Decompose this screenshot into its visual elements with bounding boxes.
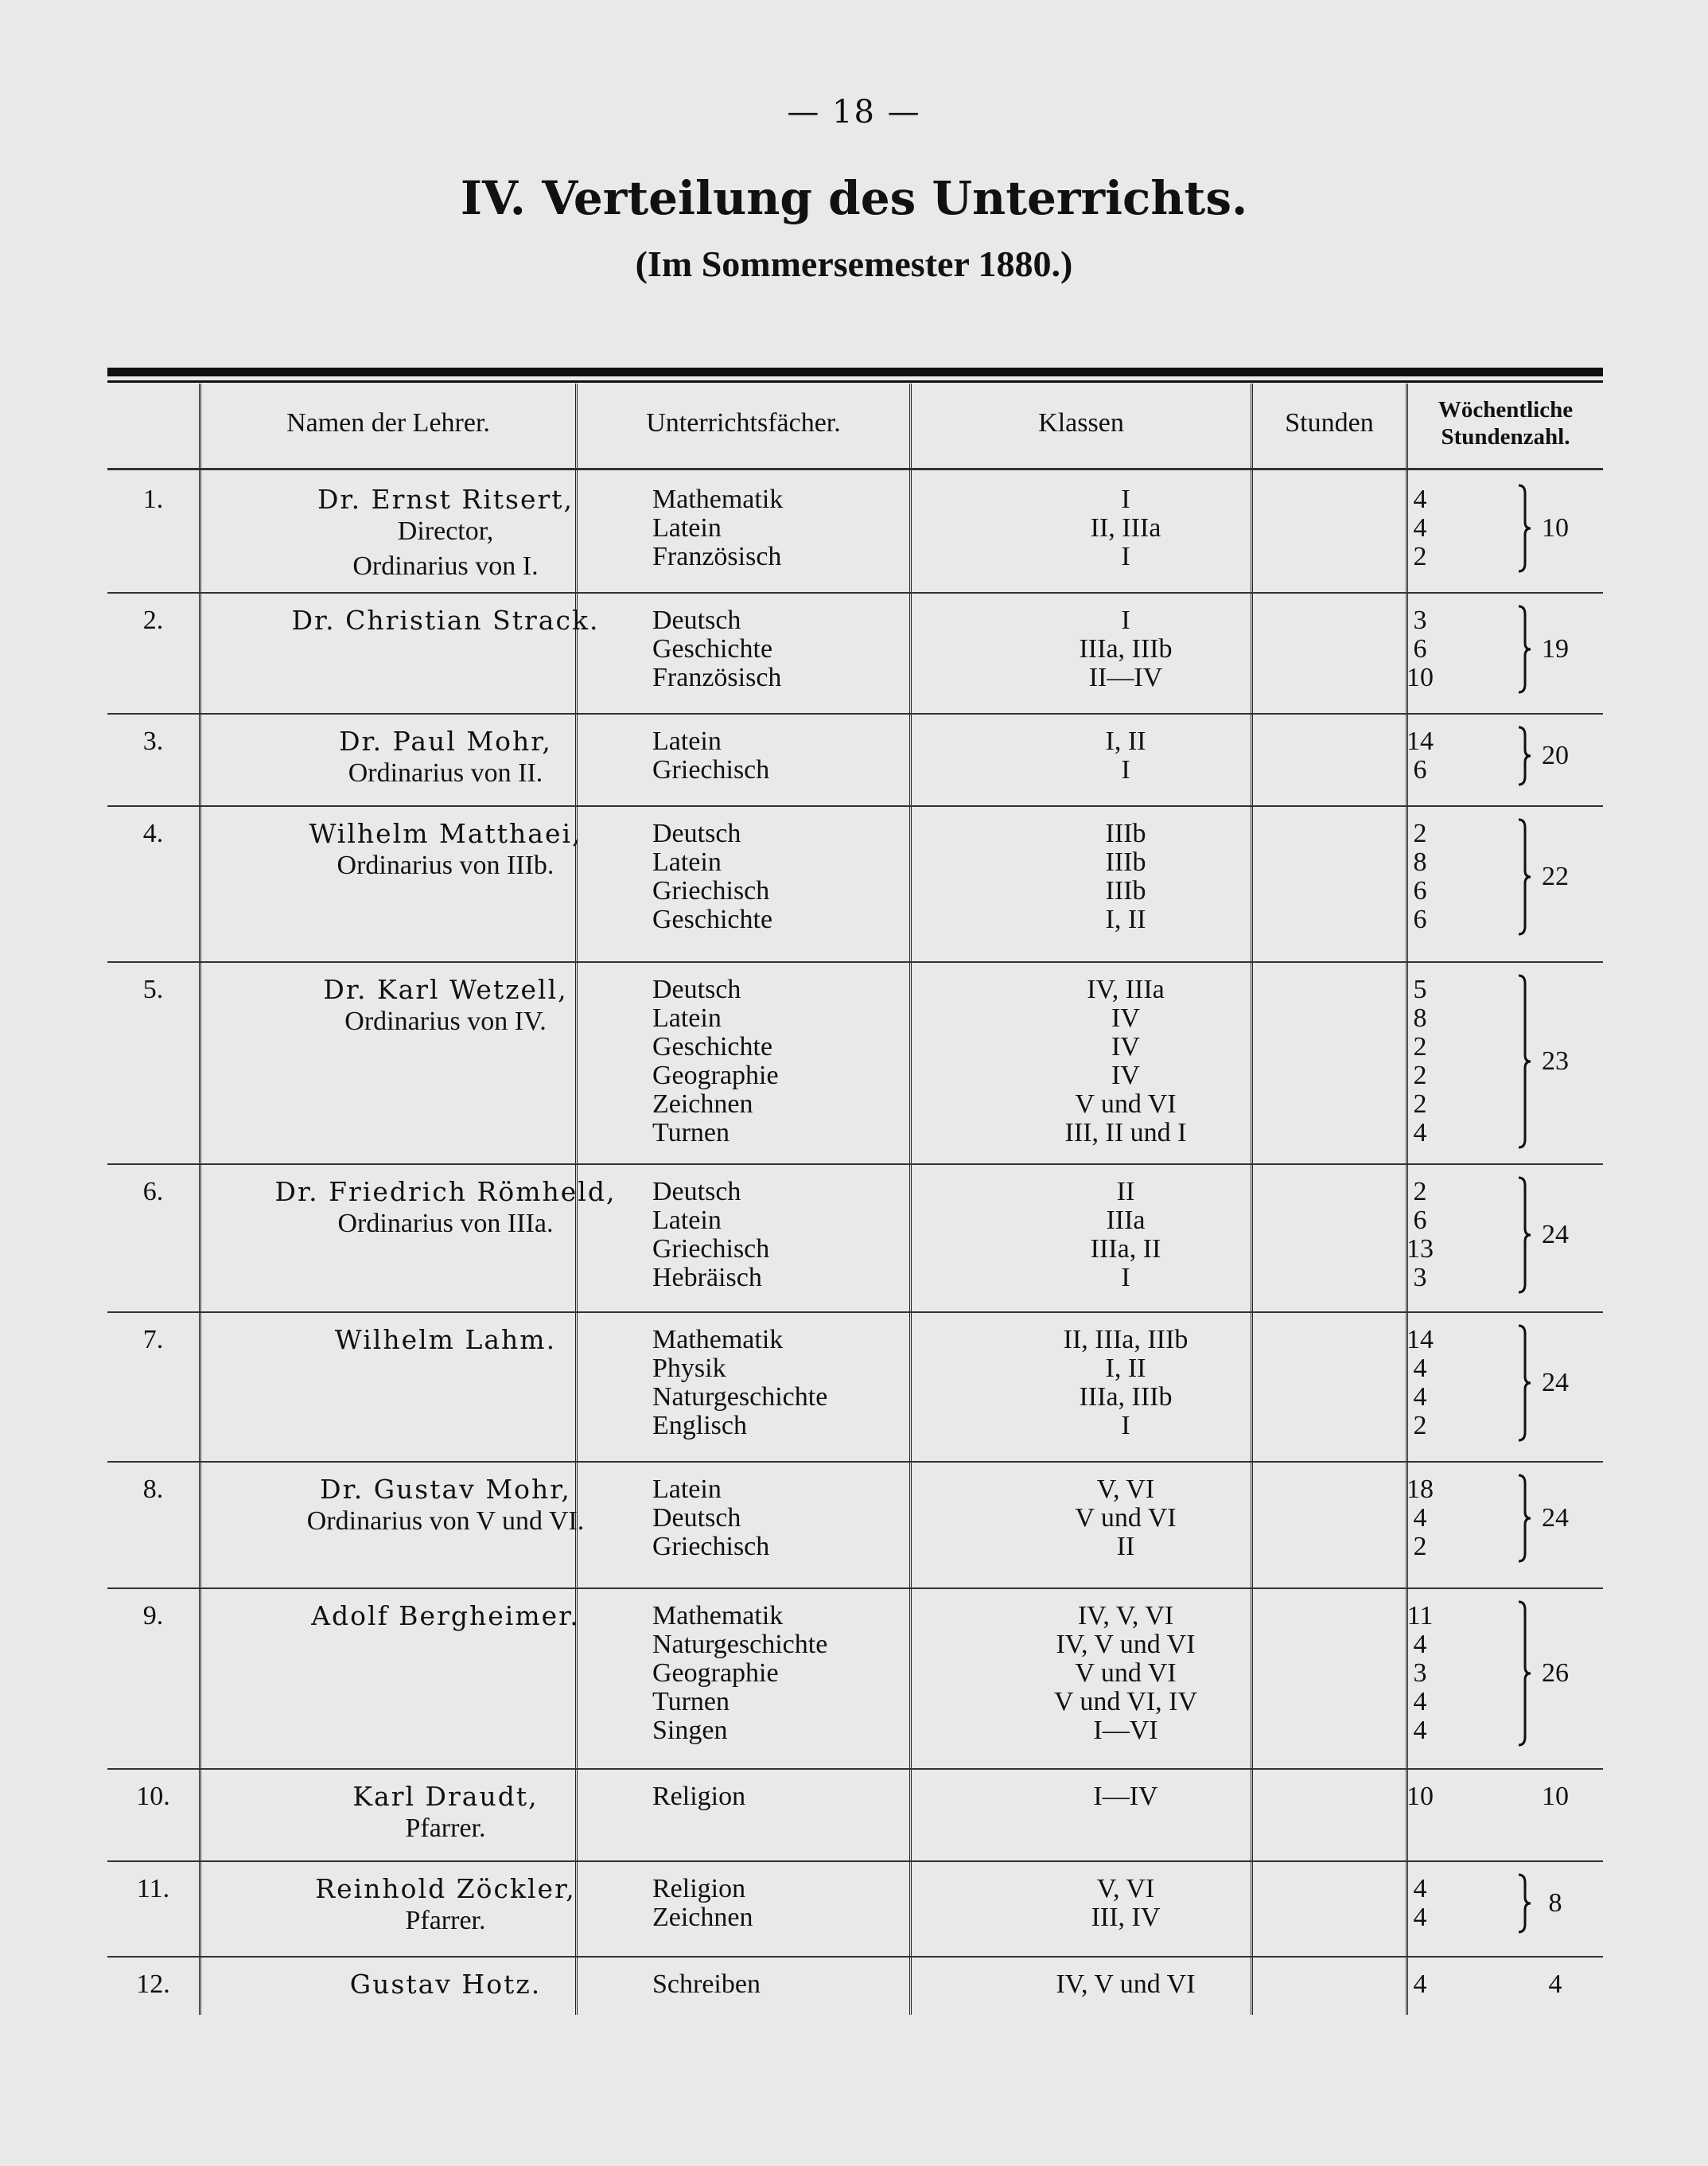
weekly-hours-total: 22 <box>1542 862 1569 891</box>
hours-entry: 2 <box>1413 819 1427 848</box>
hours-cell <box>1340 1602 1500 1745</box>
row-number: 4. <box>142 819 164 848</box>
hours-entry: 14 <box>1406 1325 1434 1354</box>
teacher-name: Dr. Ernst Ritsert, <box>317 484 574 515</box>
hours-entry: 14 <box>1406 727 1434 756</box>
class-entry: III, IV <box>1091 1903 1161 1932</box>
table-row <box>107 713 1603 805</box>
hours-cell <box>1340 976 1500 1147</box>
table-row <box>107 1587 1603 1768</box>
class-entry: V und VI <box>1075 1658 1177 1688</box>
hours-entry: 13 <box>1406 1234 1434 1264</box>
teacher-name: Dr. Christian Strack. <box>291 605 600 636</box>
subject-entry: Latein <box>652 513 722 543</box>
table-row <box>107 1461 1603 1587</box>
class-entry: I, II <box>1105 1354 1146 1383</box>
class-entry: IV, V und VI <box>1056 1630 1196 1659</box>
subject-entry: Naturgeschichte <box>652 1382 828 1412</box>
hours-entry: 6 <box>1413 905 1427 934</box>
subject-entry: Zeichnen <box>652 1089 753 1119</box>
hours-entry: 2 <box>1413 1177 1427 1206</box>
teacher-name: Wilhelm Matthaei, <box>309 818 582 849</box>
hours-entry: 4 <box>1413 1874 1427 1903</box>
subject-entry: Französisch <box>652 542 782 571</box>
class-entry: V, VI <box>1096 1475 1155 1504</box>
hours-entry: 3 <box>1413 606 1427 635</box>
table-row <box>107 471 1603 592</box>
subject-entry: Religion <box>652 1874 746 1903</box>
header-weekly-line1: Wöchentliche <box>1438 397 1574 423</box>
class-entry: II, IIIa <box>1090 513 1161 543</box>
subject-entry: Geschichte <box>652 905 773 934</box>
hours-entry: 4 <box>1413 1687 1427 1716</box>
header-hours: Stunden <box>1285 408 1374 438</box>
teacher-role: Director, <box>397 516 494 546</box>
class-entry: V und VI, IV <box>1053 1687 1198 1716</box>
hours-entry: 3 <box>1413 1263 1427 1292</box>
hours-cell <box>1340 820 1500 934</box>
row-number: 6. <box>142 1177 164 1206</box>
teacher-name: Karl Draudt, <box>352 1781 539 1812</box>
hours-entry: 6 <box>1413 1206 1427 1235</box>
teacher-cell <box>207 1326 684 1354</box>
header-weekly-hours <box>1408 384 1603 463</box>
subject-entry: Religion <box>652 1782 746 1811</box>
class-entry: V und VI <box>1075 1089 1177 1119</box>
weekly-hours-total: 19 <box>1542 634 1569 664</box>
class-entry: V, VI <box>1096 1874 1155 1903</box>
row-number: 7. <box>142 1325 164 1354</box>
subject-entry: Geschichte <box>652 634 773 664</box>
header-bottom-rule <box>107 468 1603 470</box>
page-title: IV. Verteilung des Unterrichts. <box>460 171 1248 225</box>
subject-entry: Geschichte <box>652 1032 773 1062</box>
teacher-cell <box>207 485 684 584</box>
class-entry: IV, IIIa <box>1087 975 1165 1004</box>
class-entry: II—IV <box>1088 663 1163 692</box>
page-number: — 18 — <box>787 94 921 131</box>
table-top-rule-thick <box>107 368 1603 376</box>
subject-entry: Französisch <box>652 663 782 692</box>
teacher-cell <box>207 606 684 635</box>
teacher-cell <box>207 976 684 1039</box>
hours-entry: 4 <box>1413 513 1427 543</box>
teacher-role: Pfarrer. <box>405 1906 486 1935</box>
row-number: 1. <box>142 485 164 514</box>
weekly-hours-total: 24 <box>1542 1503 1569 1533</box>
hours-entry: 2 <box>1413 1532 1427 1561</box>
row-number: 10. <box>136 1782 170 1811</box>
row-number: 9. <box>142 1601 164 1630</box>
class-cell <box>915 1875 1336 1932</box>
class-entry: IIIb <box>1105 819 1146 848</box>
class-entry: I <box>1121 485 1130 514</box>
class-entry: IIIb <box>1105 847 1146 877</box>
row-number: 5. <box>142 975 164 1004</box>
table-row <box>107 805 1603 961</box>
hours-entry: 6 <box>1413 876 1427 906</box>
hours-entry: 4 <box>1413 1630 1427 1659</box>
teacher-name: Adolf Bergheimer. <box>311 1600 580 1631</box>
class-entry: IV, V, VI <box>1077 1601 1174 1630</box>
class-entry: I <box>1121 606 1130 635</box>
row-number: 8. <box>142 1475 164 1504</box>
row-number: 2. <box>142 606 164 635</box>
hours-entry: 4 <box>1413 1118 1427 1147</box>
weekly-hours-total: 8 <box>1548 1888 1562 1918</box>
subject-entry: Zeichnen <box>652 1903 753 1932</box>
header-subjects: Unterrichtsfächer. <box>646 408 841 438</box>
class-entry: IIIa, IIIb <box>1079 634 1173 664</box>
class-entry: I <box>1121 755 1130 785</box>
row-number: 12. <box>136 1969 170 1999</box>
teacher-role: Pfarrer. <box>405 1813 486 1843</box>
class-entry: II <box>1116 1177 1135 1206</box>
subject-entry: Latein <box>652 1475 722 1504</box>
hours-entry: 4 <box>1413 1503 1427 1533</box>
class-entry: I—IV <box>1093 1782 1158 1811</box>
hours-entry: 8 <box>1413 847 1427 877</box>
class-entry: IV, V und VI <box>1056 1969 1196 1999</box>
hours-entry: 4 <box>1413 1716 1427 1745</box>
hours-entry: 10 <box>1406 663 1434 692</box>
weekly-hours-total: 10 <box>1542 1782 1569 1811</box>
class-entry: II <box>1116 1532 1135 1561</box>
teacher-cell <box>207 1970 684 1999</box>
hours-cell <box>1340 1782 1500 1811</box>
subject-entry: Latein <box>652 1003 722 1033</box>
hours-cell <box>1340 1326 1500 1440</box>
class-cell <box>915 1326 1336 1440</box>
table-row <box>107 1768 1603 1860</box>
subject-entry: Turnen <box>652 1118 729 1147</box>
teacher-cell <box>207 820 684 883</box>
table-top-rule-thin <box>107 380 1603 383</box>
class-entry: IIIa, IIIb <box>1079 1382 1173 1412</box>
hours-entry: 18 <box>1406 1475 1434 1504</box>
subject-entry: Singen <box>652 1716 728 1745</box>
subject-entry: Griechisch <box>652 755 770 785</box>
subject-entry: Deutsch <box>652 1177 741 1206</box>
class-cell <box>915 1475 1336 1561</box>
class-entry: IV <box>1111 1032 1140 1062</box>
class-cell <box>915 727 1336 785</box>
class-cell <box>915 1602 1336 1745</box>
weekly-hours-total: 10 <box>1542 513 1569 543</box>
weekly-hours-total: 24 <box>1542 1368 1569 1397</box>
table-row <box>107 961 1603 1163</box>
hours-entry: 2 <box>1413 1061 1427 1090</box>
class-cell <box>915 976 1336 1147</box>
hours-cell <box>1340 1178 1500 1292</box>
hours-entry: 11 <box>1406 1601 1434 1630</box>
row-number: 11. <box>136 1874 170 1903</box>
teacher-cell <box>207 1875 684 1938</box>
teacher-cell <box>207 727 684 791</box>
class-entry: IIIb <box>1105 876 1146 906</box>
subject-entry: Latein <box>652 727 722 756</box>
subject-entry: Griechisch <box>652 876 770 906</box>
class-entry: I, II <box>1105 905 1146 934</box>
hours-entry: 2 <box>1413 1411 1427 1440</box>
teacher-name: Dr. Gustav Mohr, <box>320 1474 571 1505</box>
teacher-name: Gustav Hotz. <box>349 1969 542 2000</box>
class-entry: I <box>1121 1411 1130 1440</box>
subject-entry: Griechisch <box>652 1234 770 1264</box>
table-row <box>107 1860 1603 1956</box>
subject-entry: Geographie <box>652 1658 779 1688</box>
class-cell <box>915 1178 1336 1292</box>
subject-entry: Deutsch <box>652 819 741 848</box>
hours-entry: 6 <box>1413 755 1427 785</box>
header-classes: Klassen <box>1038 408 1124 438</box>
hours-entry: 4 <box>1413 1354 1427 1383</box>
subject-entry: Deutsch <box>652 1503 741 1533</box>
teacher-cell <box>207 1602 684 1630</box>
hours-cell <box>1340 485 1500 571</box>
hours-entry: 4 <box>1413 1969 1427 1999</box>
class-cell <box>915 606 1336 692</box>
subject-entry: Turnen <box>652 1687 729 1716</box>
class-entry: II, IIIa, IIIb <box>1063 1325 1189 1354</box>
subject-entry: Deutsch <box>652 975 741 1004</box>
teacher-cell <box>207 1475 684 1539</box>
hours-entry: 2 <box>1413 1032 1427 1062</box>
hours-cell <box>1340 1970 1500 1999</box>
hours-entry: 3 <box>1413 1658 1427 1688</box>
subject-entry: Latein <box>652 1206 722 1235</box>
teacher-role: Ordinarius von IIIa. <box>337 1209 554 1238</box>
subject-entry: Mathematik <box>652 1325 784 1354</box>
table-row <box>107 1311 1603 1461</box>
hours-cell <box>1340 727 1500 785</box>
weekly-hours-total: 20 <box>1542 741 1569 770</box>
hours-entry: 6 <box>1413 634 1427 664</box>
hours-cell <box>1340 606 1500 692</box>
class-entry: I <box>1121 542 1130 571</box>
teacher-role: Ordinarius von IIIb. <box>337 851 554 880</box>
subject-entry: Latein <box>652 847 722 877</box>
teacher-role: Ordinarius von I. <box>352 551 539 581</box>
teacher-role: Ordinarius von II. <box>348 758 543 788</box>
hours-entry: 5 <box>1413 975 1427 1004</box>
class-entry: III, II und I <box>1064 1118 1187 1147</box>
class-entry: IV <box>1111 1061 1140 1090</box>
table-row <box>107 592 1603 713</box>
subject-entry: Schreiben <box>652 1969 761 1999</box>
class-entry: I <box>1121 1263 1130 1292</box>
subject-entry: Mathematik <box>652 485 784 514</box>
header-weekly-line2: Stundenzahl. <box>1441 424 1570 450</box>
class-cell <box>915 1970 1336 1999</box>
weekly-hours-total: 23 <box>1542 1046 1569 1076</box>
teacher-cell <box>207 1782 684 1846</box>
teacher-role: Ordinarius von IV. <box>344 1007 547 1036</box>
subject-entry: Physik <box>652 1354 726 1383</box>
weekly-hours-total: 24 <box>1542 1220 1569 1249</box>
teacher-name: Wilhelm Lahm. <box>334 1324 557 1355</box>
weekly-hours-total: 26 <box>1542 1658 1569 1688</box>
teacher-name: Dr. Friedrich Römheld, <box>274 1176 617 1207</box>
table-row <box>107 1956 1603 2015</box>
class-cell <box>915 1782 1336 1811</box>
class-cell <box>915 820 1336 934</box>
subject-entry: Deutsch <box>652 606 741 635</box>
class-entry: IV <box>1111 1003 1140 1033</box>
subject-entry: Naturgeschichte <box>652 1630 828 1659</box>
class-entry: I—VI <box>1093 1716 1158 1745</box>
hours-entry: 8 <box>1413 1003 1427 1033</box>
teacher-name: Reinhold Zöckler, <box>315 1873 576 1904</box>
class-cell <box>915 485 1336 571</box>
subject-entry: Griechisch <box>652 1532 770 1561</box>
teacher-cell <box>207 1178 684 1241</box>
hours-cell <box>1340 1475 1500 1561</box>
subject-entry: Geographie <box>652 1061 779 1090</box>
teacher-role: Ordinarius von V und VI. <box>306 1506 585 1536</box>
header-teachers: Namen der Lehrer. <box>286 408 490 438</box>
hours-entry: 2 <box>1413 542 1427 571</box>
class-entry: IIIa <box>1106 1206 1146 1235</box>
hours-entry: 10 <box>1406 1782 1434 1811</box>
class-entry: V und VI <box>1075 1503 1177 1533</box>
subject-entry: Englisch <box>652 1411 747 1440</box>
row-number: 3. <box>142 727 164 756</box>
hours-entry: 4 <box>1413 1382 1427 1412</box>
teacher-name: Dr. Paul Mohr, <box>339 726 552 757</box>
hours-entry: 2 <box>1413 1089 1427 1119</box>
hours-cell <box>1340 1875 1500 1932</box>
page-subtitle: (Im Sommersemester 1880.) <box>635 243 1073 284</box>
hours-entry: 4 <box>1413 485 1427 514</box>
subject-entry: Hebräisch <box>652 1263 762 1292</box>
weekly-hours-total: 4 <box>1548 1969 1562 1999</box>
table-row <box>107 1163 1603 1311</box>
hours-entry: 4 <box>1413 1903 1427 1932</box>
class-entry: I, II <box>1105 727 1146 756</box>
subject-entry: Mathematik <box>652 1601 784 1630</box>
class-entry: IIIa, II <box>1090 1234 1161 1264</box>
teacher-name: Dr. Karl Wetzell, <box>323 974 568 1005</box>
